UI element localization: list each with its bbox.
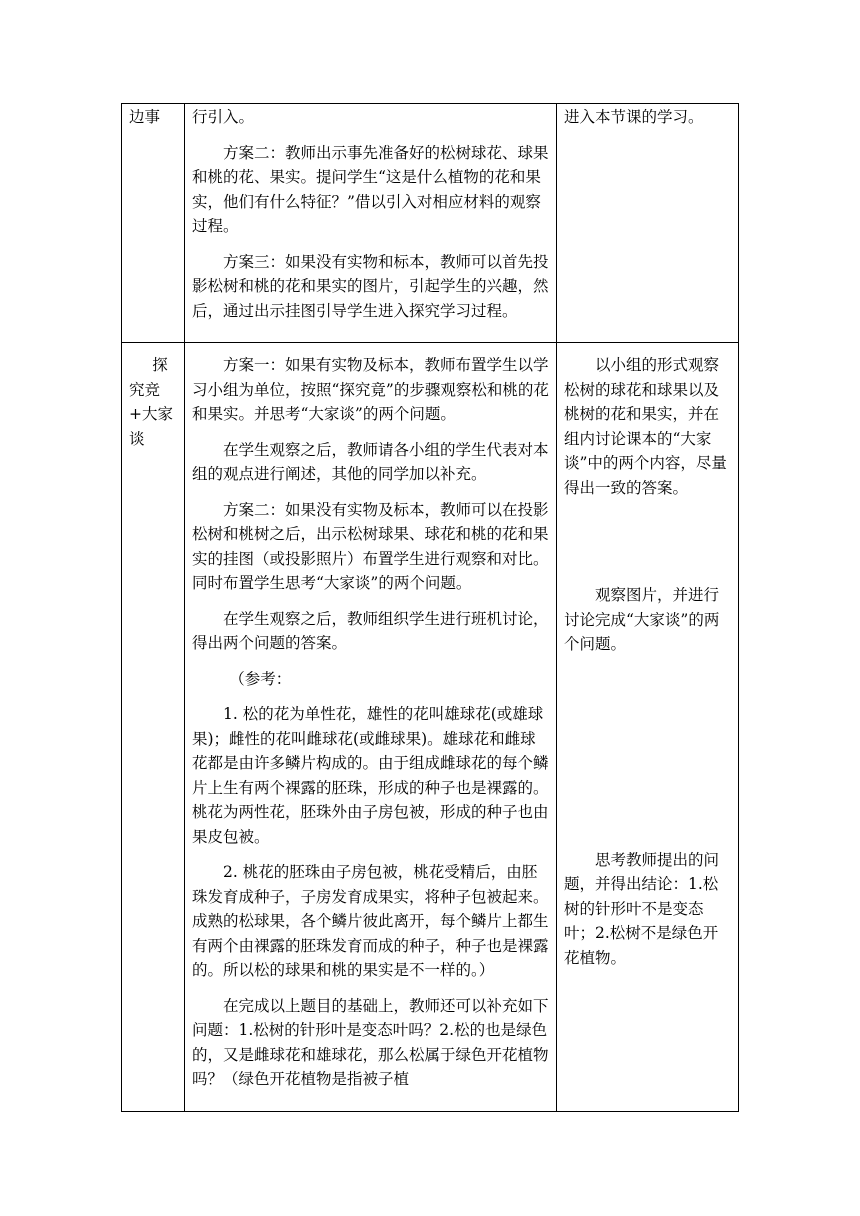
student-text: 以小组的形式观察松树的球花和球果以及桃树的花和果实，并在组内讨论课本的“大家谈”中的两个内容，尽量得出一致的答案。 bbox=[564, 356, 727, 497]
paragraph: 行引入。 bbox=[192, 108, 255, 126]
student-text: 思考教师提出的问题，并得出结论：1.松树的针形叶不是变态叶；2.松树不是绿色开花植物。 bbox=[564, 850, 720, 967]
lesson-plan-table bbox=[121, 103, 739, 1112]
paragraph: 1. 松的花为单性花，雄性的花叫雄球花(或雄球果)；雌性的花叫雌球花(或雌球果)。雄球花和雌球花都是由许多鳞片构成的。由于组成雌球花的每个鳞片上生有两个裸露的胚珠，形成的种子也是裸露的。桃花为两性花，胚珠外由子房包被，形成的种子也由果皮包被。 bbox=[192, 705, 549, 846]
paragraph: 在完成以上题目的基础上，教师还可以补充如下问题：1.松树的针形叶是变态叶吗？2.松的也是绿色的，又是雌球花和雄球花，那么松属于绿色开花植物吗？（绿色开花植物是指被子植 bbox=[192, 996, 549, 1088]
table-row bbox=[122, 343, 739, 1112]
student-text: 观察图片，并进行讨论完成“大家谈”的两个问题。 bbox=[564, 586, 720, 653]
paragraph: 在学生观察之后，教师组织学生进行班机讨论，得出两个问题的答案。 bbox=[192, 609, 549, 652]
stage-label-cell bbox=[122, 104, 185, 343]
paragraph: 方案二：如果没有实物及标本，教师可以在投影松树和桃树之后，出示松树球果、球花和桃的花和果实的挂图（或投影照片）布置学生进行观察和对比。同时布置学生思考“大家谈”的两个问题。 bbox=[192, 500, 549, 592]
teacher-activity-cell bbox=[185, 104, 557, 343]
paragraph: 方案二：教师出示事先准备好的松树球花、球果和桃的花、果实。提问学生“这是什么植物的花和果实，他们有什么特征？”借以引入对相应材料的观察过程。 bbox=[192, 143, 549, 235]
stage-label-cell bbox=[122, 343, 185, 1112]
paragraph: 在学生观察之后，教师请各小组的学生代表对本组的观点进行阐述，其他的同学加以补充。 bbox=[192, 440, 549, 483]
paragraph: 方案一：如果有实物及标本，教师布置学生以学习小组为单位，按照“探究竟”的步骤观察松和桃的花和果实。并思考“大家谈”的两个问题。 bbox=[192, 356, 549, 423]
paragraph: 方案三：如果没有实物和标本，教师可以首先投影松树和桃的花和果实的图片，引起学生的兴趣，然后，通过出示挂图引导学生进入探究学习过程。 bbox=[192, 252, 549, 320]
teacher-activity-cell bbox=[185, 343, 557, 1112]
stage-label: 探究竞+大家谈 bbox=[129, 356, 173, 448]
student-text: 进入本节课的学习。 bbox=[564, 108, 704, 126]
student-activity-cell bbox=[557, 104, 739, 343]
student-activity-cell bbox=[557, 343, 739, 1112]
paragraph: （参考： bbox=[229, 669, 292, 688]
stage-label: 边事 bbox=[129, 108, 161, 126]
paragraph: 2. 桃花的胚珠由子房包被，桃花受精后，由胚珠发育成种子，子房发育成果实，将种子包被起来。成熟的松球果，各个鳞片彼此离开，每个鳞片上都生有两个由裸露的胚珠发育而成的种子，种子也是裸露的。所以松的球果和桃的果实是不一样的。） bbox=[192, 863, 549, 979]
table-row bbox=[122, 104, 739, 343]
